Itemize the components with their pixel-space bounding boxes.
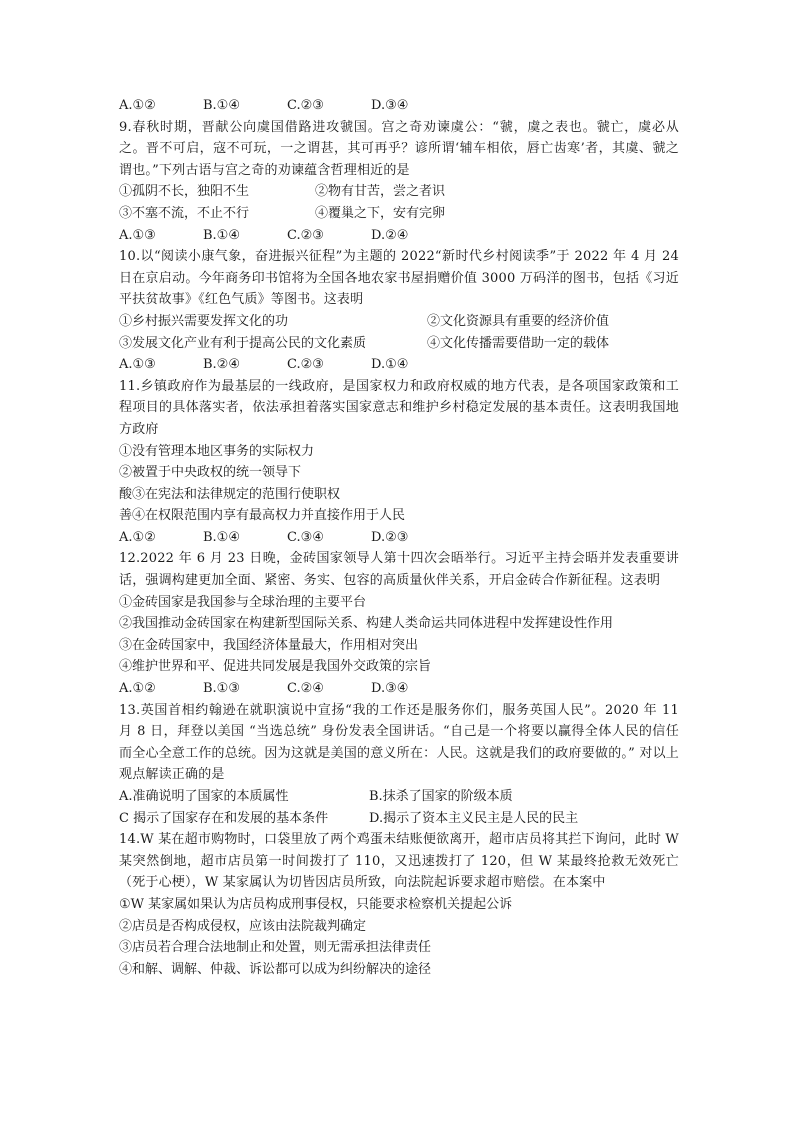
option-c[interactable]: C.②③ (287, 357, 324, 373)
question-stem: 12.2022 年 6 月 23 日晚，金砖国家领导人第十四次会晤举行。习近平主持会晤并发表重要讲话，强调构建更加全面、紧密、务实、包容的高质量伙伴关系，开启金砖合作新征程。这表明 (119, 551, 679, 589)
option-a[interactable]: A.①③ (119, 357, 156, 373)
statement-4: ④文化传播需要借助一定的载体 (427, 335, 610, 351)
question-stem: 11.乡镇政府作为最基层的一线政府，是国家权力和政府权威的地方代表，是各项国家政策和工程项目的具体落实者，依法承担着落实国家意志和维护乡村稳定发展的基本责任。这表明我国地方政府 (119, 378, 679, 437)
option-b[interactable]: B.②④ (203, 357, 240, 373)
question-stem: 13.英国首相约翰逊在就职演说中宣扬“我的工作还是服务你们，服务英国人民”。2020 年 11 月 8 日，拜登以美国 “当选总统” 身份发表全国讲话。“自己是一个将要以赢得全体人民的信任而全心全意工作的总统。因为这就是美国的意义所在：人民。这就是我们的政府要做的。” 对以上观点解读正确的是 (119, 702, 679, 783)
option-d[interactable]: D.①④ (371, 357, 409, 373)
option-d[interactable]: D.③④ (371, 681, 409, 697)
question-13 (119, 700, 679, 830)
option-c[interactable]: C 揭示了国家存在和发展的基本条件 (119, 810, 329, 826)
statement-4: ④和解、调解、仲裁、诉讼都可以成为纠纷解决的途径 (119, 961, 432, 977)
statement-3: ③店员若合理合法地制止和处置，则无需承担法律责任 (119, 940, 432, 956)
option-d[interactable]: D.②③ (371, 529, 409, 545)
option-c[interactable]: C.②③ (287, 227, 324, 243)
answer-options (119, 225, 679, 247)
statement-2: ②被置于中央政权的统一领导下 (119, 465, 302, 481)
option-d[interactable]: D.③④ (371, 98, 409, 113)
statement-3: ③在金砖国家中，我国经济体量最大，作用相对突出 (119, 637, 419, 653)
option-a[interactable]: A.①② (119, 681, 156, 697)
option-c[interactable]: C.②④ (287, 681, 324, 697)
option-b[interactable]: B.①④ (203, 98, 240, 113)
option-b[interactable]: B.抹杀了国家的阶级本质 (369, 789, 513, 804)
statement-2: ②物有甘苦，尝之者识 (315, 184, 446, 200)
exam-page (119, 95, 679, 980)
statement-2: ②文化资源具有重要的经济价值 (427, 313, 610, 329)
statement-1: ①孤阴不长，独阳不生 (119, 184, 250, 200)
option-b[interactable]: B.①③ (203, 681, 240, 697)
statement-row (119, 181, 679, 203)
question-stem: 10.以“阅读小康气象，奋进振兴征程”为主题的 2022“新时代乡村阅读季”于 2022 年 4 月 24 日在京启动。今年商务印书馆将为全国各地农家书屋捐赠价值 3000 万码洋的图书，包括《习近平扶贫故事》《红色气质》等图书。这表明 (119, 249, 679, 308)
statement-1: ①乡村振兴需要发挥文化的功 (119, 313, 289, 329)
option-b[interactable]: B.①④ (203, 529, 240, 545)
option-a[interactable]: A.①② (119, 98, 156, 113)
prev-question-options (119, 95, 679, 117)
question-10 (119, 246, 679, 376)
answer-options (119, 678, 679, 700)
question-stem: 14.W 某在超市购物时，口袋里放了两个鸡蛋未结账便欲离开，超市店员将其拦下询问，此时 W 某突然倒地，超市店员第一时间拨打了 110，又迅速拨打了 120，但 W 某最终抢救无效死亡（死于心梗），W 某家属认为切皆因店员所致，向法院起诉要求超市赔偿。在本案中 (119, 832, 679, 891)
option-row (119, 808, 679, 830)
statement-4: 善④在权限范围内享有最高权力并直接作用于人民 (119, 508, 406, 524)
question-14 (119, 829, 679, 980)
option-c[interactable]: C.③④ (287, 529, 324, 545)
statement-row (119, 333, 679, 355)
statement-1: ①金砖国家是我国参与全球治理的主要平台 (119, 594, 367, 610)
option-c[interactable]: C.②③ (287, 98, 324, 113)
question-stem: 9.春秋时期，晋献公向虞国借路进攻虢国。宫之奇劝谏虞公：“虢，虞之表也。虢亡，虞必从之。晋不可启，寇不可玩，一之谓甚，其可再乎？谚所谓‘辅车相依，唇亡齿寒’者，其虞、虢之谓也。”下列古语与宫之奇的劝谏蕴含哲理相近的是 (119, 119, 679, 178)
option-d[interactable]: D.②④ (371, 227, 409, 243)
statement-4: ④覆巢之下，安有完卵 (315, 205, 446, 221)
option-row (119, 786, 679, 808)
option-d[interactable]: D.揭示了资本主义民主是人民的民主 (369, 810, 579, 826)
statement-row (119, 311, 679, 333)
statement-1: ①W 某家属如果认为店员构成刑事侵权，只能要求检察机关提起公诉 (119, 896, 513, 912)
option-a[interactable]: A.准确说明了国家的本质属性 (119, 789, 289, 804)
statement-3: 酸③在宪法和法律规定的范围行使职权 (119, 486, 341, 502)
statement-row (119, 203, 679, 225)
answer-options (119, 354, 679, 376)
statement-4: ④维护世界和平、促进共同发展是我国外交政策的宗旨 (119, 659, 432, 675)
answer-options (119, 527, 679, 549)
statement-2: ②店员是否构成侵权，应该由法院裁判确定 (119, 918, 367, 934)
statement-3: ③不塞不流，不止不行 (119, 205, 250, 221)
statement-3: ③发展文化产业有利于提高公民的文化素质 (119, 335, 367, 351)
question-9 (119, 117, 679, 247)
statement-2: ②我国推动金砖国家在构建新型国际关系、构建人类命运共同体进程中发挥建设性作用 (119, 616, 614, 632)
statement-1: ①没有管理本地区事务的实际权力 (119, 443, 315, 459)
question-11 (119, 376, 679, 549)
option-a[interactable]: A.①③ (119, 227, 156, 243)
question-12 (119, 548, 679, 699)
option-b[interactable]: B.①④ (203, 227, 240, 243)
option-a[interactable]: A.①② (119, 529, 156, 545)
